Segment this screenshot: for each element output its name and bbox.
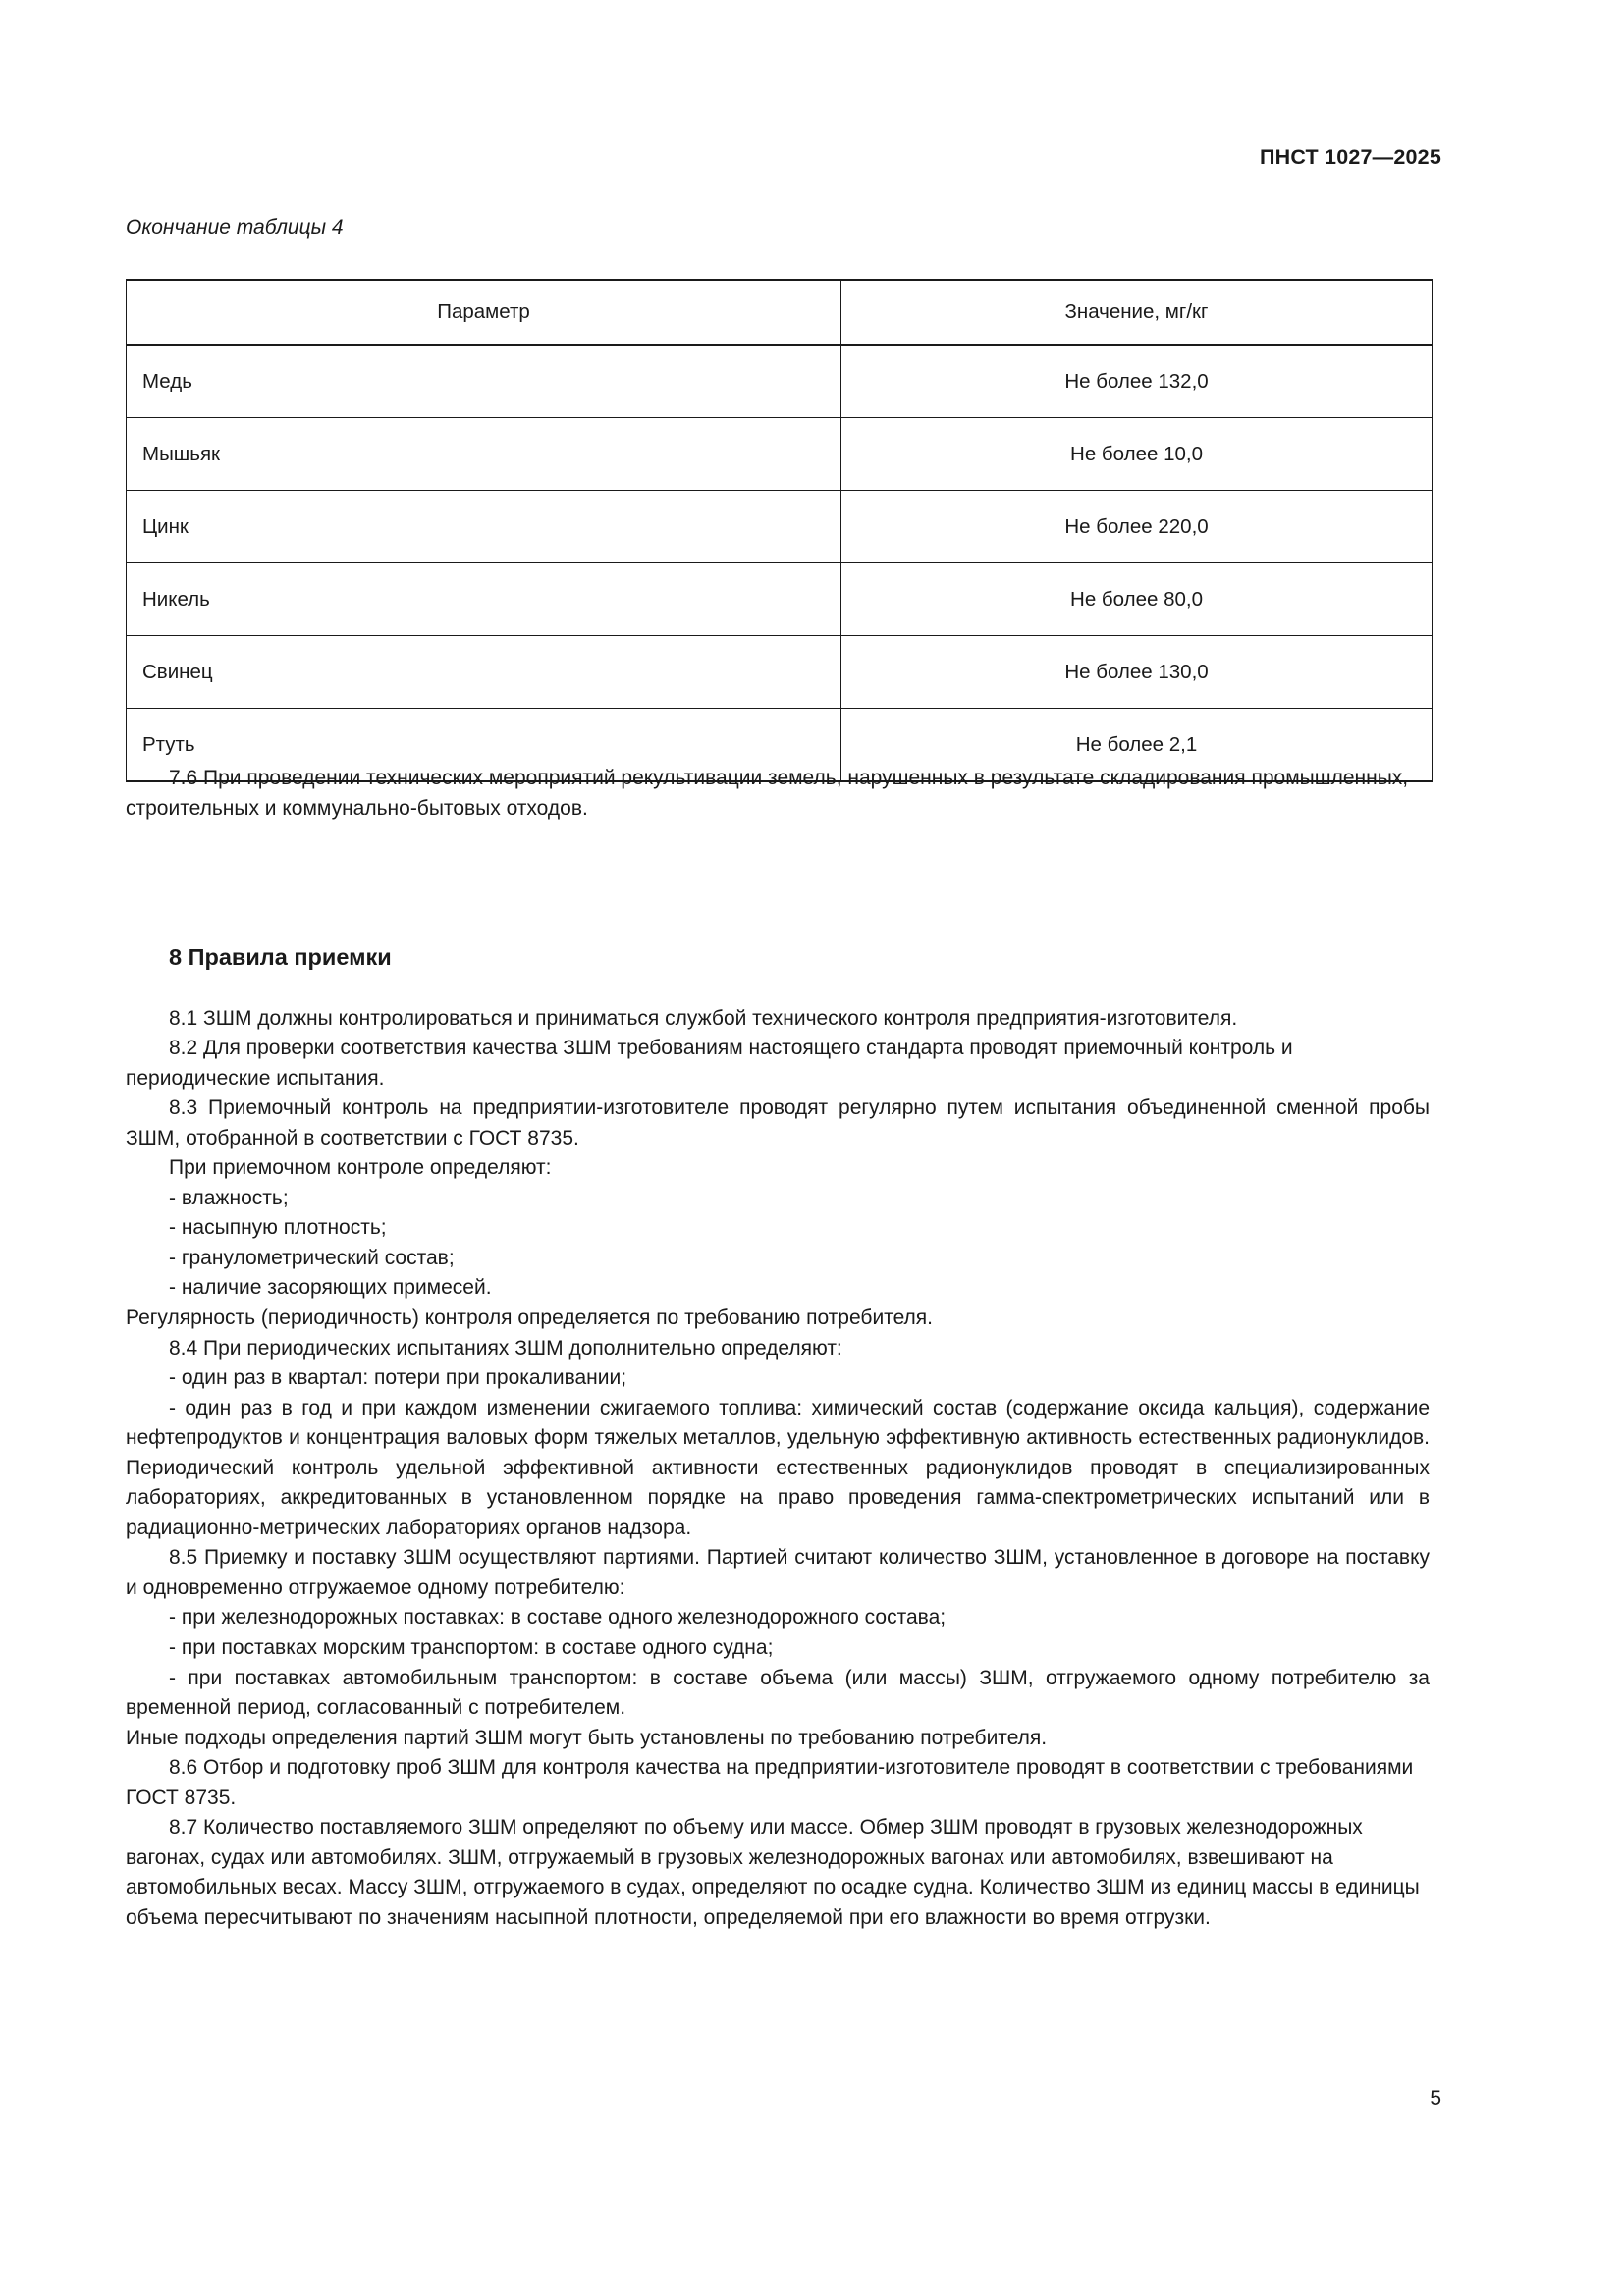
paragraph-8-4: 8.4 При периодических испытаниях ЗШМ дополнительно определяют:	[169, 1336, 842, 1360]
list-item: - гранулометрический состав;	[169, 1246, 455, 1269]
cell-value: Не более 130,0	[841, 636, 1433, 709]
table-header	[127, 280, 1433, 345]
list-item: - наличие засоряющих примесей.	[169, 1276, 492, 1300]
table-row	[127, 491, 1433, 563]
cell-value: Не более 132,0	[841, 345, 1433, 418]
table-row	[127, 636, 1433, 709]
table-caption: Окончание таблицы 4	[126, 216, 344, 239]
column-header-value: Значение, мг/кг	[841, 280, 1433, 345]
list-item: - влажность;	[169, 1186, 289, 1209]
paragraph-regularity: Регулярность (периодичность) контроля определяется по требованию потребителя.	[126, 1307, 934, 1330]
paragraph-8-3: 8.3 Приемочный контроль на предприятии-изготовителе проводят регулярно путем испытания объединенной сменной пробы ЗШМ, отобранной в соответствии с ГОСТ 8735.	[126, 1096, 1430, 1149]
paragraph-list-1-intro: При приемочном контроле определяют:	[169, 1156, 552, 1180]
list-item: - при железнодорожных поставках: в составе одного железнодорожного состава;	[169, 1606, 947, 1629]
list-item: - при поставках автомобильным транспортом: в составе объема (или массы) ЗШМ, отгружаемого одному потребителю за временной период, согласованный с потребителем.	[126, 1666, 1430, 1720]
list-item: - один раз в квартал: потери при прокаливании;	[169, 1366, 627, 1390]
table-body	[127, 345, 1433, 781]
section-heading-8: 8 Правила приемки	[169, 944, 392, 970]
cell-value: Не более 2,1	[841, 709, 1433, 782]
running-header-standard-number: ПНСТ 1027—2025	[1259, 145, 1441, 169]
paragraph-8-5: 8.5 Приемку и поставку ЗШМ осуществляют партиями. Партией считают количество ЗШМ, установленное в договоре на поставку и одновременно отгружаемое одному потребителю:	[126, 1546, 1430, 1599]
list-item: - один раз в год и при каждом изменении сжигаемого топлива: химический состав (содержание оксида кальция), содержание нефтепродуктов и концентрация валовых форм тяжелых металлов, удельную эффективную активность естественных радионуклидов. Периодический контроль удельной эффективной активности естественных радионуклидов проводят в специализированных лабораториях, аккредитованных в установленном порядке на право проведения гамма-спектрометрических испытаний или в радиационно-метрических лабораториях органов надзора.	[126, 1396, 1430, 1539]
paragraph-8-7: 8.7 Количество поставляемого ЗШМ определяют по объему или массе. Обмер ЗШМ проводят в грузовых железнодорожных вагонах, судах или автомобилях. ЗШМ, отгружаемый в грузовых железнодорожных вагонах или автомобилях, взвешивают на автомобильных весах. Массу ЗШМ, отгружаемого в судах, определяют по осадке судна. Количество ЗШМ из единиц массы в единицы объема пересчитывают по значениям насыпной плотности, определяемой при его влажности во время отгрузки.	[126, 1816, 1420, 1929]
cell-parameter: Свинец	[127, 636, 841, 709]
cell-parameter: Медь	[127, 345, 841, 418]
paragraph-8-6: 8.6 Отбор и подготовку проб ЗШМ для контроля качества на предприятии-изготовителе проводят в соответствии с требованиями ГОСТ 8735.	[126, 1756, 1414, 1809]
cell-value: Не более 80,0	[841, 563, 1433, 636]
page-number: 5	[1430, 2087, 1441, 2109]
paragraph-other-approaches: Иные подходы определения партий ЗШМ могут быть установлены по требованию потребителя.	[126, 1726, 1048, 1749]
cell-parameter: Ртуть	[127, 709, 841, 782]
paragraph-7-6: 7.6 При проведении технических мероприятий рекультивации земель, нарушенных в результате складирования промышленных, строительных и коммунально-бытовых отходов.	[126, 767, 1409, 820]
section-8-block	[126, 942, 1430, 1934]
spacer	[126, 973, 1430, 1004]
cell-parameter: Цинк	[127, 491, 841, 563]
cell-parameter: Мышьяк	[127, 418, 841, 491]
paragraph-8-2: 8.2 Для проверки соответствия качества ЗШМ требованиям настоящего стандарта проводят приемочный контроль и периодические испытания.	[126, 1037, 1293, 1090]
list-item: - при поставках морским транспортом: в составе одного судна;	[169, 1636, 774, 1660]
table-header-row	[127, 280, 1433, 345]
table-row	[127, 345, 1433, 418]
list-item: - насыпную плотность;	[169, 1216, 387, 1240]
paragraph-block-7-6	[126, 764, 1430, 824]
table-row	[127, 418, 1433, 491]
table-row	[127, 563, 1433, 636]
cell-value: Не более 220,0	[841, 491, 1433, 563]
cell-parameter: Никель	[127, 563, 841, 636]
parameters-table	[126, 279, 1433, 782]
cell-value: Не более 10,0	[841, 418, 1433, 491]
paragraph-8-1: 8.1 ЗШМ должны контролироваться и приниматься службой технического контроля предприятия-изготовителя.	[169, 1006, 1238, 1030]
column-header-parameter: Параметр	[127, 280, 841, 345]
